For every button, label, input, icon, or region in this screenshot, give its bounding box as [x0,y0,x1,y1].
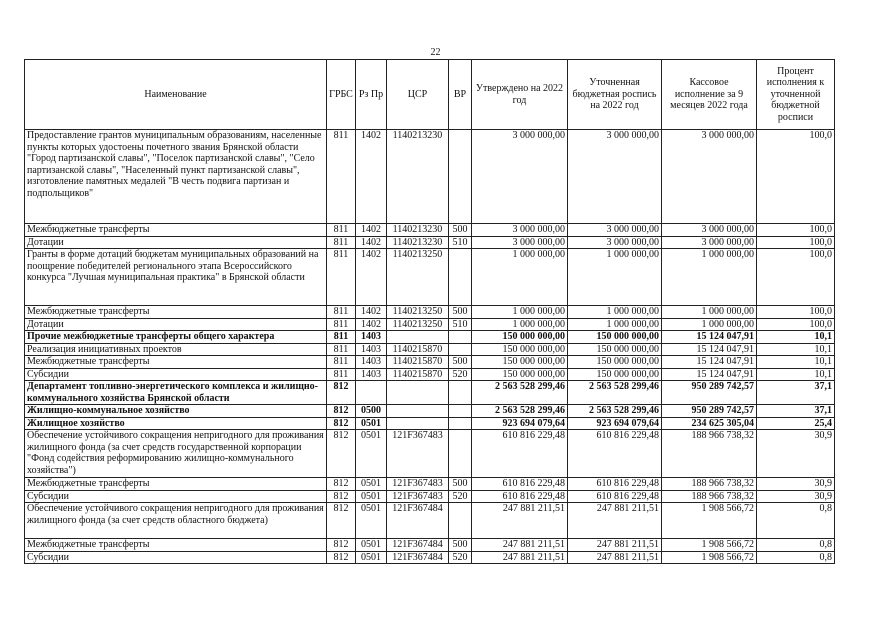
cell-rzpr: 0501 [356,551,387,564]
cell-vr: 520 [449,490,472,503]
cell-approved: 1 000 000,00 [472,249,568,306]
table-row [25,318,835,331]
cell-cash: 1 000 000,00 [662,306,757,319]
cell-vr [449,249,472,306]
cell-rzpr: 0501 [356,430,387,478]
cell-csr: 1140213230 [387,236,449,249]
cell-cash: 1 908 566,72 [662,539,757,552]
cell-cash: 188 966 738,32 [662,478,757,491]
cell-percent: 100,0 [757,318,835,331]
cell-percent: 10,1 [757,343,835,356]
cell-vr [449,503,472,539]
cell-rzpr: 1402 [356,249,387,306]
table-row [25,130,835,224]
cell-approved: 923 694 079,64 [472,417,568,430]
cell-rzpr: 1402 [356,306,387,319]
cell-name: Жилищно-коммунальное хозяйство [25,405,327,418]
cell-cash: 3 000 000,00 [662,236,757,249]
cell-csr: 1140213250 [387,249,449,306]
cell-vr [449,130,472,224]
cell-grbs: 811 [327,224,356,237]
cell-approved: 610 816 229,48 [472,478,568,491]
cell-approved: 3 000 000,00 [472,236,568,249]
cell-percent: 100,0 [757,249,835,306]
cell-percent: 25,4 [757,417,835,430]
header-vr: ВР [449,60,472,130]
cell-percent: 30,9 [757,430,835,478]
cell-percent: 10,1 [757,331,835,344]
cell-vr [449,331,472,344]
table-row [25,405,835,418]
cell-rzpr: 0501 [356,539,387,552]
cell-cash: 1 908 566,72 [662,503,757,539]
table-row [25,490,835,503]
cell-csr [387,381,449,405]
cell-cash: 1 000 000,00 [662,249,757,306]
cell-csr: 1140213230 [387,130,449,224]
cell-percent: 100,0 [757,224,835,237]
header-grbs: ГРБС [327,60,356,130]
cell-rzpr: 0500 [356,405,387,418]
cell-grbs: 812 [327,405,356,418]
cell-refined: 610 816 229,48 [568,430,662,478]
table-row [25,331,835,344]
cell-csr [387,405,449,418]
cell-csr: 121F367484 [387,503,449,539]
cell-percent: 0,8 [757,539,835,552]
cell-percent: 100,0 [757,236,835,249]
cell-approved: 247 881 211,51 [472,539,568,552]
cell-grbs: 811 [327,331,356,344]
cell-percent: 10,1 [757,356,835,369]
cell-percent: 100,0 [757,306,835,319]
cell-name: Субсидии [25,490,327,503]
cell-approved: 1 000 000,00 [472,318,568,331]
cell-vr: 500 [449,356,472,369]
cell-percent: 10,1 [757,368,835,381]
table-row [25,551,835,564]
cell-cash: 234 625 305,04 [662,417,757,430]
cell-refined: 610 816 229,48 [568,478,662,491]
cell-refined: 247 881 211,51 [568,539,662,552]
cell-percent: 30,9 [757,490,835,503]
cell-refined: 150 000 000,00 [568,368,662,381]
budget-table [24,59,835,564]
cell-name: Обеспечение устойчивого сокращения непригодного для проживания жилищного фонда (за счет средств государственной корпорации "Фонд содействия реформированию жилищно-коммунального хозяйства") [25,430,327,478]
cell-grbs: 811 [327,306,356,319]
header-approved: Утверждено на 2022 год [472,60,568,130]
cell-csr: 121F367484 [387,551,449,564]
cell-name: Гранты в форме дотаций бюджетам муниципальных образований на поощрение победителей регионального этапа Всероссийского конкурса "Лучшая муниципальная практика" в Брянской области [25,249,327,306]
table-header-row [25,60,835,130]
cell-rzpr: 1402 [356,318,387,331]
table-row [25,306,835,319]
cell-grbs: 812 [327,381,356,405]
cell-csr: 1140213250 [387,306,449,319]
cell-cash: 3 000 000,00 [662,130,757,224]
cell-csr: 1140215870 [387,356,449,369]
page-number: 22 [430,47,441,58]
cell-approved: 2 563 528 299,46 [472,381,568,405]
cell-cash: 15 124 047,91 [662,343,757,356]
cell-approved: 3 000 000,00 [472,224,568,237]
cell-grbs: 812 [327,478,356,491]
cell-vr: 520 [449,368,472,381]
cell-percent: 100,0 [757,130,835,224]
cell-approved: 1 000 000,00 [472,306,568,319]
cell-vr [449,343,472,356]
cell-cash: 950 289 742,57 [662,381,757,405]
cell-rzpr: 0501 [356,503,387,539]
cell-rzpr: 1403 [356,331,387,344]
cell-csr: 121F367483 [387,490,449,503]
cell-name: Дотации [25,236,327,249]
cell-cash: 15 124 047,91 [662,331,757,344]
cell-approved: 150 000 000,00 [472,331,568,344]
cell-rzpr: 1402 [356,224,387,237]
table-row [25,503,835,539]
table-row [25,356,835,369]
cell-grbs: 812 [327,551,356,564]
cell-name: Реализация инициативных проектов [25,343,327,356]
cell-percent: 0,8 [757,503,835,539]
cell-rzpr: 1403 [356,356,387,369]
cell-name: Департамент топливно-энергетического комплекса и жилищно-коммунального хозяйства Брянской области [25,381,327,405]
cell-name: Обеспечение устойчивого сокращения непригодного для проживания жилищного фонда (за счет средств областного бюджета) [25,503,327,539]
cell-grbs: 811 [327,130,356,224]
cell-grbs: 812 [327,539,356,552]
cell-vr [449,417,472,430]
cell-name: Субсидии [25,551,327,564]
cell-cash: 188 966 738,32 [662,490,757,503]
cell-cash: 188 966 738,32 [662,430,757,478]
cell-vr [449,405,472,418]
cell-vr: 510 [449,236,472,249]
cell-csr: 121F367483 [387,478,449,491]
cell-rzpr: 0501 [356,417,387,430]
cell-refined: 610 816 229,48 [568,490,662,503]
cell-percent: 30,9 [757,478,835,491]
header-percent: Процент исполнения к уточненной бюджетной росписи [757,60,835,130]
table-row [25,430,835,478]
cell-refined: 247 881 211,51 [568,551,662,564]
cell-rzpr: 1403 [356,343,387,356]
cell-approved: 3 000 000,00 [472,130,568,224]
cell-name: Жилищное хозяйство [25,417,327,430]
header-rzpr: Рз Пр [356,60,387,130]
cell-cash: 950 289 742,57 [662,405,757,418]
cell-vr [449,430,472,478]
cell-rzpr: 1402 [356,130,387,224]
table-body [25,130,835,564]
cell-grbs: 812 [327,490,356,503]
cell-csr [387,331,449,344]
cell-name: Межбюджетные трансферты [25,478,327,491]
cell-grbs: 812 [327,417,356,430]
table-row [25,478,835,491]
cell-approved: 247 881 211,51 [472,551,568,564]
cell-refined: 1 000 000,00 [568,249,662,306]
cell-approved: 610 816 229,48 [472,430,568,478]
cell-cash: 3 000 000,00 [662,224,757,237]
cell-name: Межбюджетные трансферты [25,539,327,552]
cell-csr: 121F367483 [387,430,449,478]
table-row [25,249,835,306]
table-row [25,224,835,237]
cell-approved: 150 000 000,00 [472,368,568,381]
cell-rzpr: 1403 [356,368,387,381]
header-refined: Уточненная бюджетная роспись на 2022 год [568,60,662,130]
cell-vr: 500 [449,306,472,319]
cell-grbs: 811 [327,368,356,381]
cell-approved: 2 563 528 299,46 [472,405,568,418]
cell-name: Прочие межбюджетные трансферты общего характера [25,331,327,344]
cell-cash: 1 000 000,00 [662,318,757,331]
cell-csr: 121F367484 [387,539,449,552]
cell-name: Предоставление грантов муниципальным образованиям, населенные пункты которых удостоены почетного звания Брянской области "Город партизанской славы", "Поселок партизанской славы", "Село партизанской славы", "Населенный пункт партизанской славы", изготовление памятных медалей "В честь подвига партизан и подпольщиков" [25,130,327,224]
cell-grbs: 811 [327,318,356,331]
cell-grbs: 811 [327,249,356,306]
cell-csr [387,417,449,430]
cell-refined: 3 000 000,00 [568,224,662,237]
header-cash: Кассовое исполнение за 9 месяцев 2022 года [662,60,757,130]
cell-percent: 37,1 [757,381,835,405]
cell-refined: 247 881 211,51 [568,503,662,539]
cell-grbs: 811 [327,356,356,369]
cell-percent: 0,8 [757,551,835,564]
cell-percent: 37,1 [757,405,835,418]
cell-vr: 500 [449,224,472,237]
cell-refined: 1 000 000,00 [568,318,662,331]
cell-refined: 150 000 000,00 [568,331,662,344]
cell-grbs: 812 [327,430,356,478]
cell-csr: 1140213230 [387,224,449,237]
table-row [25,381,835,405]
cell-csr: 1140215870 [387,343,449,356]
header-csr: ЦСР [387,60,449,130]
cell-approved: 150 000 000,00 [472,343,568,356]
cell-name: Субсидии [25,368,327,381]
cell-cash: 15 124 047,91 [662,356,757,369]
cell-approved: 247 881 211,51 [472,503,568,539]
cell-refined: 2 563 528 299,46 [568,381,662,405]
cell-refined: 1 000 000,00 [568,306,662,319]
table-row [25,417,835,430]
cell-name: Дотации [25,318,327,331]
cell-name: Межбюджетные трансферты [25,306,327,319]
cell-refined: 150 000 000,00 [568,343,662,356]
table-row [25,236,835,249]
cell-refined: 3 000 000,00 [568,130,662,224]
cell-approved: 150 000 000,00 [472,356,568,369]
cell-refined: 923 694 079,64 [568,417,662,430]
cell-name: Межбюджетные трансферты [25,356,327,369]
cell-refined: 3 000 000,00 [568,236,662,249]
cell-cash: 1 908 566,72 [662,551,757,564]
cell-rzpr: 1402 [356,236,387,249]
cell-rzpr [356,381,387,405]
cell-refined: 150 000 000,00 [568,356,662,369]
cell-vr: 500 [449,539,472,552]
cell-rzpr: 0501 [356,478,387,491]
cell-csr: 1140213250 [387,318,449,331]
cell-grbs: 812 [327,503,356,539]
cell-grbs: 811 [327,343,356,356]
cell-cash: 15 124 047,91 [662,368,757,381]
cell-csr: 1140215870 [387,368,449,381]
table-row [25,368,835,381]
table-row [25,343,835,356]
table-row [25,539,835,552]
cell-name: Межбюджетные трансферты [25,224,327,237]
cell-vr: 510 [449,318,472,331]
cell-refined: 2 563 528 299,46 [568,405,662,418]
cell-vr: 500 [449,478,472,491]
cell-vr [449,381,472,405]
cell-rzpr: 0501 [356,490,387,503]
cell-approved: 610 816 229,48 [472,490,568,503]
header-name: Наименование [25,60,327,130]
cell-vr: 520 [449,551,472,564]
cell-grbs: 811 [327,236,356,249]
